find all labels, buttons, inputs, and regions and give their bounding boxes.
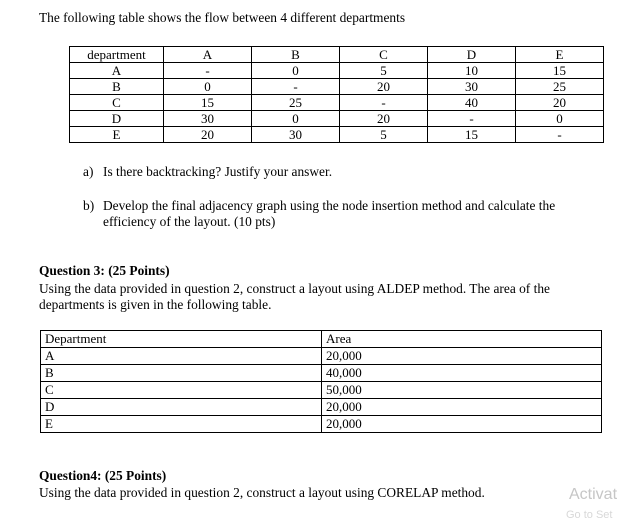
flow-row — [70, 127, 604, 143]
question-2a-text: Is there backtracking? Justify your answer. — [103, 164, 333, 179]
question-3-title: Question 3: (25 Points) — [39, 263, 170, 278]
flow-cell: D — [70, 111, 164, 127]
question-2b — [83, 198, 555, 230]
area-cell: 50,000 — [322, 382, 602, 399]
flow-cell: C — [70, 95, 164, 111]
flow-cell: 40 — [428, 95, 516, 111]
flow-row — [70, 79, 604, 95]
flow-cell: 30 — [428, 79, 516, 95]
flow-row — [70, 63, 604, 79]
area-cell: E — [41, 416, 322, 433]
flow-cell: - — [428, 111, 516, 127]
flow-cell: - — [164, 63, 252, 79]
flow-header-cell: C — [340, 47, 428, 63]
area-cell: B — [41, 365, 322, 382]
area-header-row — [41, 331, 602, 348]
area-cell: 20,000 — [322, 416, 602, 433]
area-cell: 20,000 — [322, 348, 602, 365]
flow-row — [70, 111, 604, 127]
area-header-cell: Department — [41, 331, 322, 348]
flow-cell: 20 — [516, 95, 604, 111]
flow-cell: - — [340, 95, 428, 111]
flow-table — [69, 46, 604, 143]
flow-cell: E — [70, 127, 164, 143]
flow-cell: 5 — [340, 127, 428, 143]
flow-cell: 20 — [340, 111, 428, 127]
area-row — [41, 365, 602, 382]
area-cell: 40,000 — [322, 365, 602, 382]
activation-watermark-sub: Go to Set — [566, 509, 613, 521]
flow-cell: B — [70, 79, 164, 95]
flow-header-row — [70, 47, 604, 63]
area-cell: 20,000 — [322, 399, 602, 416]
flow-cell: 15 — [428, 127, 516, 143]
question-2b-line2: efficiency of the layout. (10 pts) — [103, 214, 276, 229]
flow-cell: 25 — [516, 79, 604, 95]
flow-cell: 20 — [340, 79, 428, 95]
flow-cell: 20 — [164, 127, 252, 143]
question-2b-line1: Develop the final adjacency graph using the node insertion method and calculate the — [103, 198, 556, 213]
activation-watermark: Activat — [569, 486, 618, 503]
intro-text: The following table shows the flow between 4 different departments — [39, 10, 406, 25]
flow-cell: - — [252, 79, 340, 95]
flow-row — [70, 95, 604, 111]
question-4-title: Question4: (25 Points) — [39, 468, 167, 483]
flow-cell: 0 — [252, 63, 340, 79]
question-2a-label: a) — [83, 164, 94, 179]
flow-cell: 15 — [516, 63, 604, 79]
area-row — [41, 348, 602, 365]
flow-cell: 10 — [428, 63, 516, 79]
flow-header-cell: A — [164, 47, 252, 63]
flow-cell: 30 — [252, 127, 340, 143]
flow-cell: 0 — [164, 79, 252, 95]
flow-header-cell: department — [70, 47, 164, 63]
flow-header-cell: E — [516, 47, 604, 63]
flow-header-cell: D — [428, 47, 516, 63]
flow-header-cell: B — [252, 47, 340, 63]
flow-cell: A — [70, 63, 164, 79]
flow-cell: - — [516, 127, 604, 143]
area-row — [41, 399, 602, 416]
flow-cell: 0 — [252, 111, 340, 127]
area-cell: C — [41, 382, 322, 399]
flow-cell: 0 — [516, 111, 604, 127]
question-3-text: Using the data provided in question 2, construct a layout using ALDEP method. The area of the departments is given in the following table. — [39, 281, 550, 312]
area-row — [41, 416, 602, 433]
question-2a — [83, 164, 332, 180]
area-cell: D — [41, 399, 322, 416]
flow-cell: 30 — [164, 111, 252, 127]
question-4-text: Using the data provided in question 2, construct a layout using CORELAP method. — [39, 485, 485, 500]
area-header-cell: Area — [322, 331, 602, 348]
flow-cell: 25 — [252, 95, 340, 111]
flow-cell: 15 — [164, 95, 252, 111]
question-2b-label: b) — [83, 198, 95, 213]
area-table — [40, 330, 602, 433]
flow-cell: 5 — [340, 63, 428, 79]
area-cell: A — [41, 348, 322, 365]
area-row — [41, 382, 602, 399]
